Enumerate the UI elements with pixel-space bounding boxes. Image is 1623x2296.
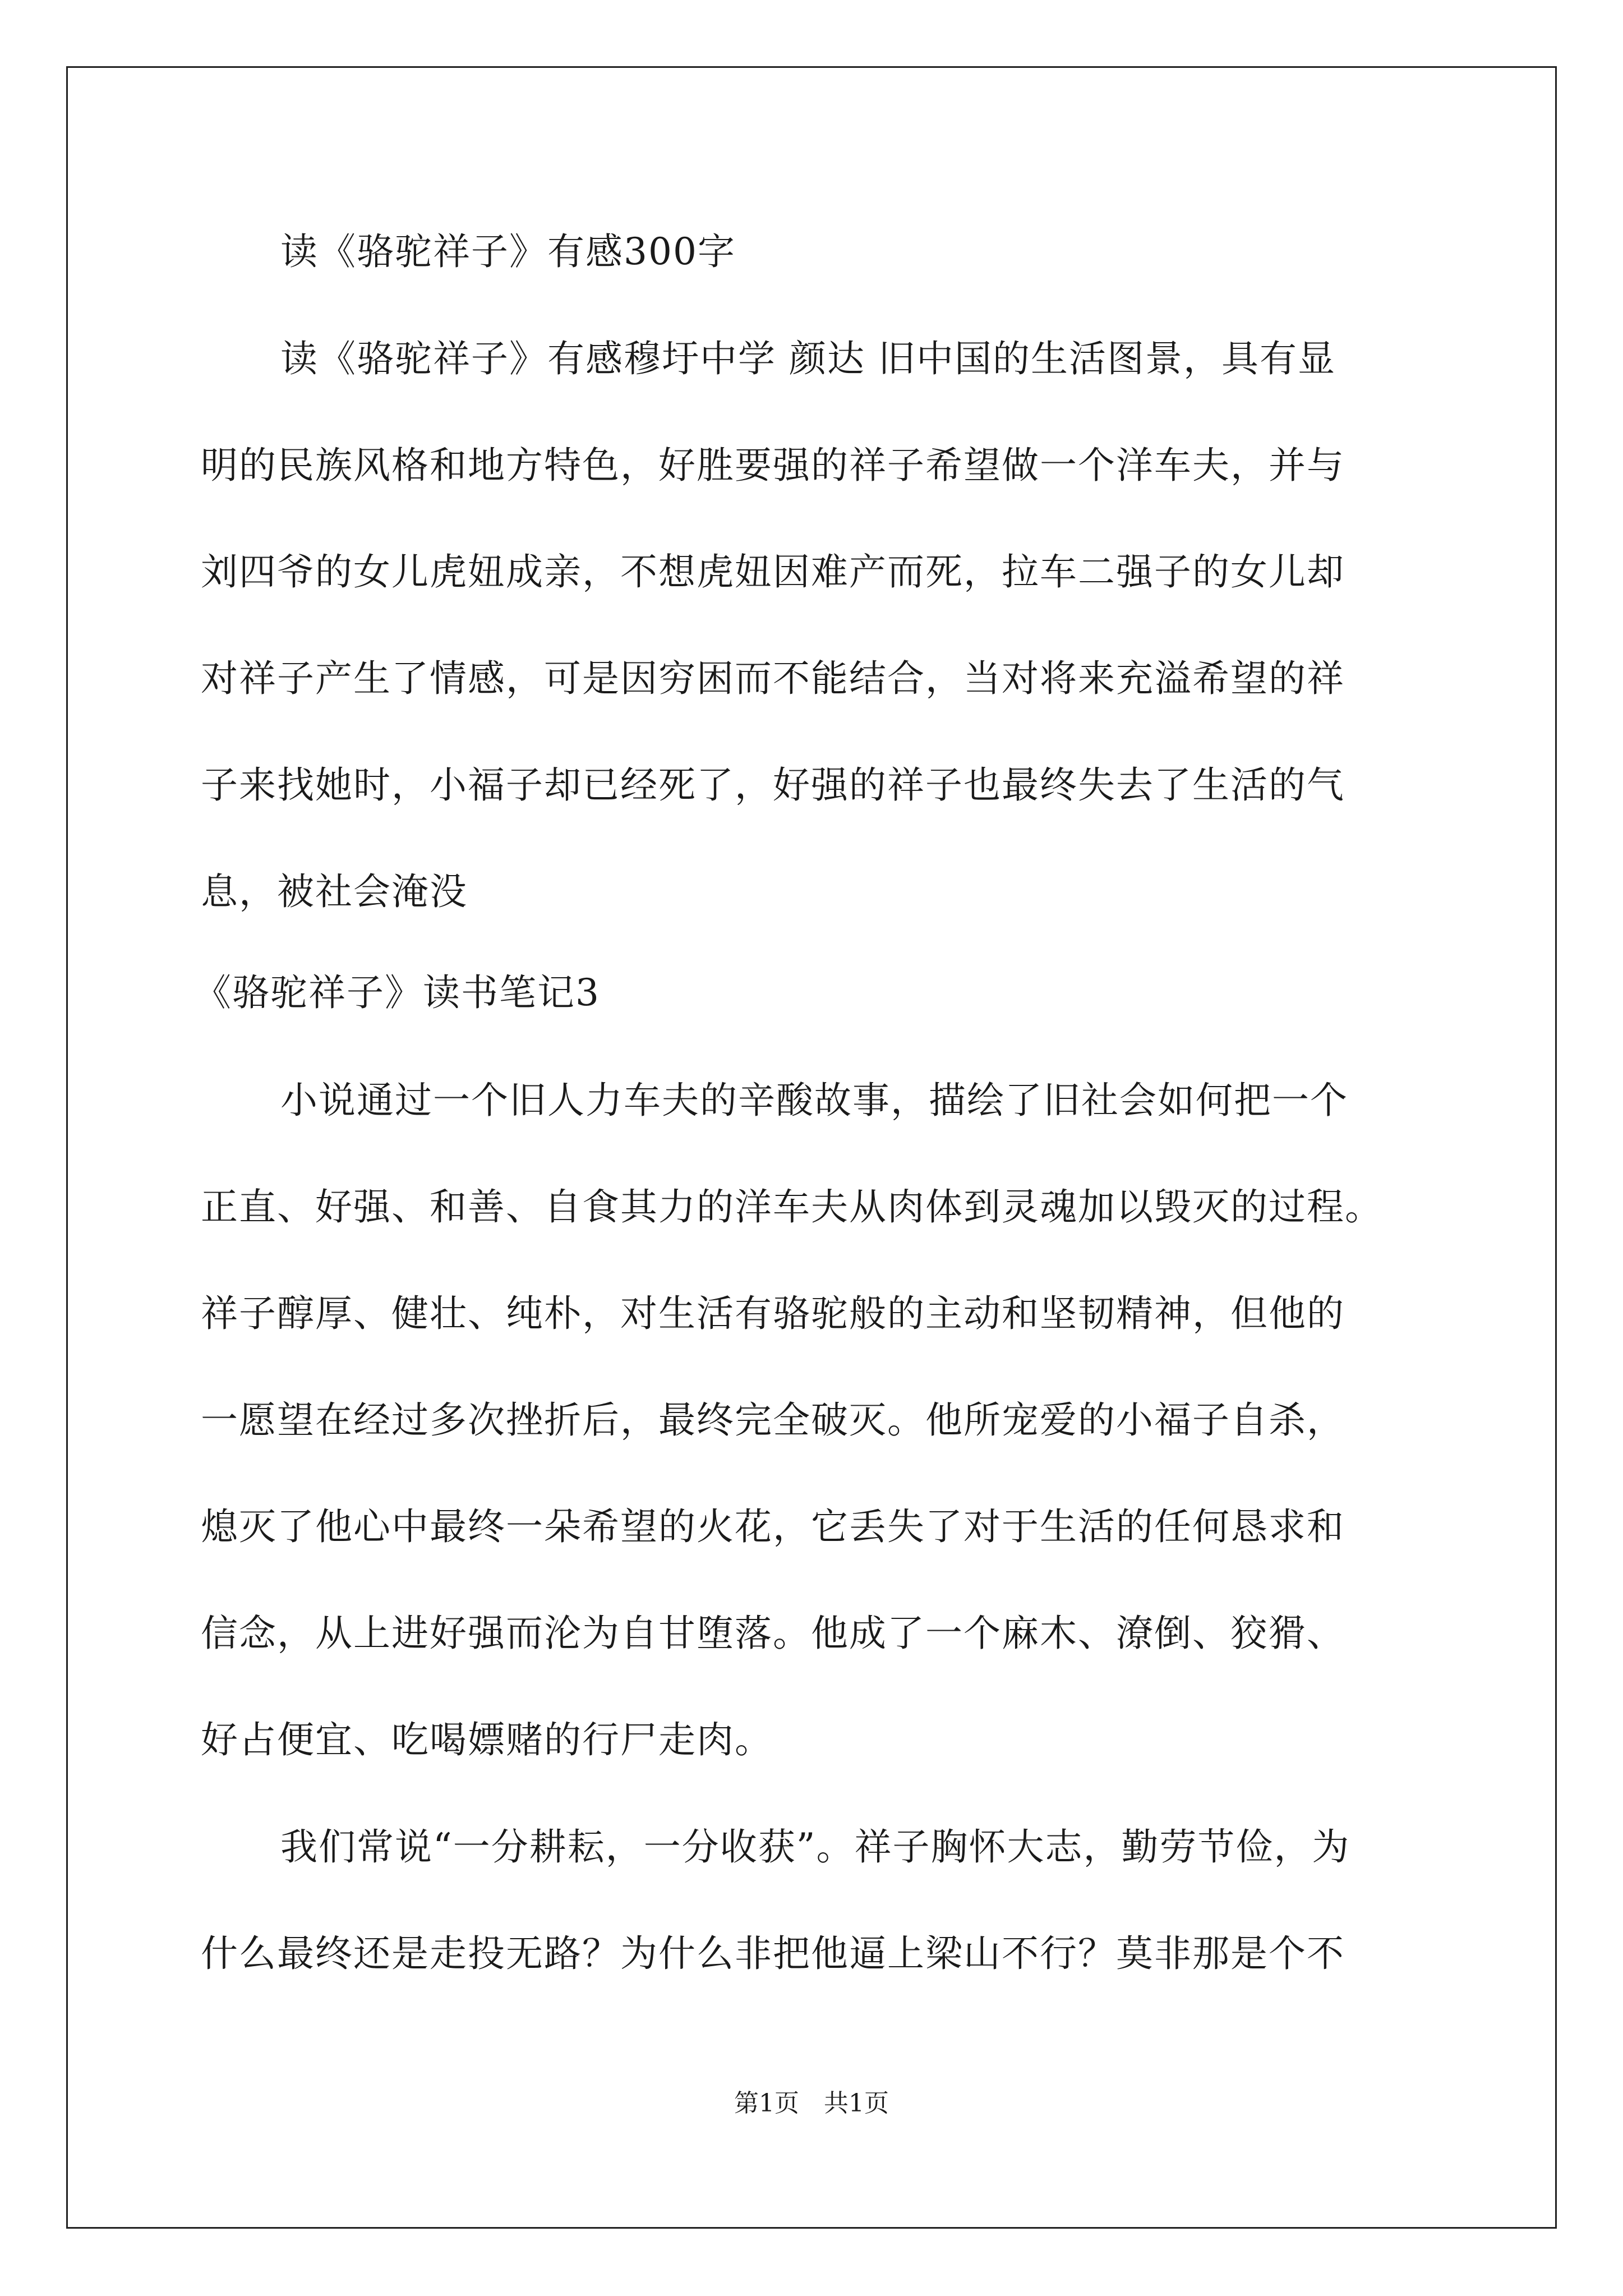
- page-number-footer: 第1页 共1页: [734, 2089, 889, 2118]
- paragraph1-line-1: 读《骆驼祥子》有感穆圩中学 颜达 旧中国的生活图景，具有显: [280, 337, 1336, 380]
- document-title: 读《骆驼祥子》有感300字: [280, 230, 736, 273]
- section-heading: 《骆驼祥子》读书笔记3: [194, 971, 600, 1014]
- paragraph3-line-1: 我们常说“一分耕耘，一分收获”。祥子胸怀大志，勤劳节俭，为: [280, 1825, 1350, 1869]
- paragraph3-line-2: 什么最终还是走投无路？为什么非把他逼上梁山不行？莫非那是个不: [201, 1932, 1345, 1975]
- paragraph1-line-6: 息，被社会淹没: [201, 870, 468, 913]
- paragraph1-line-3: 刘四爷的女儿虎妞成亲，不想虎妞因难产而死，拉车二强子的女儿却: [201, 550, 1345, 593]
- paragraph1-line-2: 明的民族风格和地方特色，好胜要强的祥子希望做一个洋车夫，并与: [201, 444, 1345, 487]
- paragraph2-line-7: 好占便宜、吃喝嫖赌的行尸走肉。: [201, 1718, 773, 1761]
- paragraph2-line-4: 一愿望在经过多次挫折后，最终完全破灭。他所宠爱的小福子自杀，: [201, 1398, 1345, 1442]
- paragraph1-line-5: 子来找她时，小福子却已经死了，好强的祥子也最终失去了生活的气: [201, 763, 1345, 807]
- paragraph1-line-4: 对祥子产生了情感，可是因穷困而不能结合，当对将来充溢希望的祥: [201, 657, 1345, 700]
- page-border: [66, 66, 1557, 2229]
- paragraph2-line-6: 信念，从上进好强而沦为自甘堕落。他成了一个麻木、潦倒、狡猾、: [201, 1612, 1345, 1655]
- paragraph2-line-3: 祥子醇厚、健壮、纯朴，对生活有骆驼般的主动和坚韧精神，但他的: [201, 1292, 1345, 1335]
- paragraph2-line-5: 熄灭了他心中最终一朵希望的火花，它丢失了对于生活的任何恳求和: [201, 1505, 1345, 1548]
- paragraph2-line-1: 小说通过一个旧人力车夫的辛酸故事，描绘了旧社会如何把一个: [280, 1079, 1348, 1122]
- paragraph2-line-2: 正直、好强、和善、自食其力的洋车夫从肉体到灵魂加以毁灭的过程。: [201, 1185, 1383, 1228]
